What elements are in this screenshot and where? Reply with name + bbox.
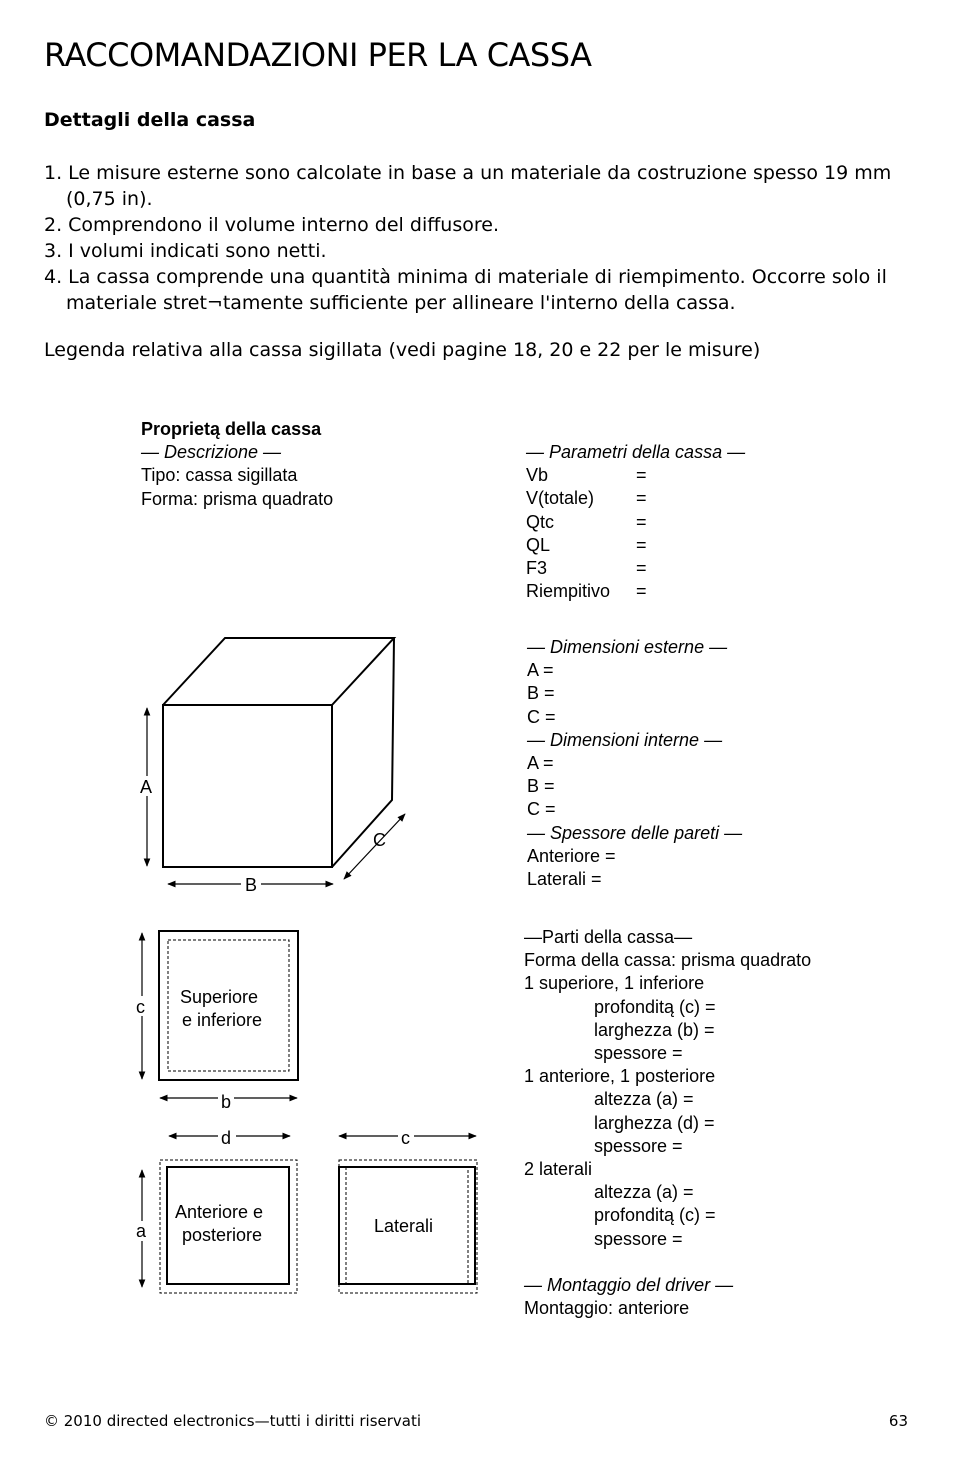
properties-heading: Proprietą della cassa <box>141 419 322 439</box>
parameter-key: V(totale) <box>526 488 595 509</box>
front-panel-d-label: d <box>221 1128 232 1148</box>
mounting-heading: — Montaggio del driver — <box>524 1275 734 1295</box>
side-panel-label: Laterali <box>374 1216 434 1236</box>
part-item: spessore = <box>594 1135 683 1156</box>
parameter-key: F3 <box>526 558 548 579</box>
top-panel-label: Superiore <box>180 987 259 1007</box>
description-heading: — Descrizione — <box>141 442 282 463</box>
note-item: 3. I volumi indicati sono netti. <box>44 240 327 262</box>
section-subheading: Dettagli della cassa <box>44 109 256 131</box>
part-group-name: 1 superiore, 1 inferiore <box>524 973 705 994</box>
parts-heading: —Parti della cassa— <box>524 927 693 947</box>
parameter-value: = <box>636 558 647 579</box>
mounting-value: Montaggio: anteriore <box>524 1298 690 1319</box>
type-value: Tipo: cassa sigillata <box>141 465 298 486</box>
page-title: RACCOMANDAZIONI PER LA CASSA <box>44 36 592 74</box>
note-item: 1. Le misure esterne sono calcolate in base a un materiale da costruzione spesso 19 mm (0,75 in). <box>44 162 892 210</box>
part-group-name: 1 anteriore, 1 posteriore <box>524 1066 716 1087</box>
page-number: 63 <box>888 1412 908 1430</box>
wall-thickness: Laterali = <box>527 869 602 890</box>
parameter-value: = <box>636 581 647 602</box>
side-panel <box>339 1160 477 1293</box>
part-group-name: 2 laterali <box>524 1159 593 1180</box>
part-item: larghezza (b) = <box>594 1019 715 1040</box>
top-panel-c-label: c <box>136 997 145 1017</box>
wall-thickness-heading: — Spessore delle pareti — <box>527 822 743 843</box>
external-dimension: A = <box>527 660 554 681</box>
legend-text: Legenda relativa alla cassa sigillata (vedi pagine 18, 20 e 22 per le misure) <box>44 339 761 361</box>
internal-dimension: B = <box>527 776 555 797</box>
front-panel-label: Anteriore e <box>175 1202 264 1222</box>
external-dimension: B = <box>527 683 555 704</box>
note-item: 4. La cassa comprende una quantità minima di materiale di riempimento. Occorre solo il materiale stret¬tamente sufficiente per allineare l'interno della cassa. <box>44 266 887 314</box>
footer-copyright: © 2010 directed electronics—tutti i diritti riservati <box>44 1412 422 1430</box>
external-dimension: C = <box>527 706 556 727</box>
part-item: profonditą (c) = <box>594 996 716 1017</box>
top-bottom-panel <box>159 931 298 1080</box>
front-back-panel <box>160 1160 297 1293</box>
part-item: larghezza (d) = <box>594 1112 715 1133</box>
note-item: 2. Comprendono il volume interno del diffusore. <box>44 214 499 236</box>
side-panel-c-label: c <box>401 1128 410 1148</box>
part-item: altezza (a) = <box>594 1089 694 1110</box>
cube-top-face <box>163 638 394 705</box>
parameter-key: QL <box>526 534 551 555</box>
top-panel-label: e inferiore <box>182 1010 263 1030</box>
parameter-value: = <box>636 511 647 532</box>
internal-dimension: A = <box>527 753 554 774</box>
parameter-value: = <box>636 534 647 555</box>
part-item: altezza (a) = <box>594 1182 694 1203</box>
front-panel-a-label: a <box>136 1221 147 1241</box>
top-panel-b-label: b <box>221 1092 232 1112</box>
front-panel-label: posteriore <box>182 1225 263 1245</box>
cube-label-a: A <box>140 777 153 797</box>
internal-dimension: C = <box>527 799 556 820</box>
wall-thickness: Anteriore = <box>527 845 616 866</box>
parameter-key: Riempitivo <box>526 581 611 602</box>
cube-label-c: C <box>373 830 386 850</box>
cube-diagram <box>163 638 394 867</box>
parameter-key: Qtc <box>526 511 555 532</box>
parameters-heading: — Parametri della cassa — <box>526 442 746 462</box>
shape-value: Forma: prisma quadrato <box>141 488 334 509</box>
parts-shape: Forma della cassa: prisma quadrato <box>524 950 812 971</box>
cube-front-face <box>163 705 332 867</box>
external-dimensions-heading: — Dimensioni esterne — <box>527 637 728 657</box>
part-item: spessore = <box>594 1228 683 1249</box>
parameter-key: Vb <box>526 465 549 486</box>
part-item: spessore = <box>594 1043 683 1064</box>
parameter-value: = <box>636 465 647 486</box>
part-item: profonditą (c) = <box>594 1205 716 1226</box>
cube-label-b: B <box>245 875 258 895</box>
internal-dimensions-heading: — Dimensioni interne — <box>527 729 723 750</box>
parameter-value: = <box>636 488 647 509</box>
